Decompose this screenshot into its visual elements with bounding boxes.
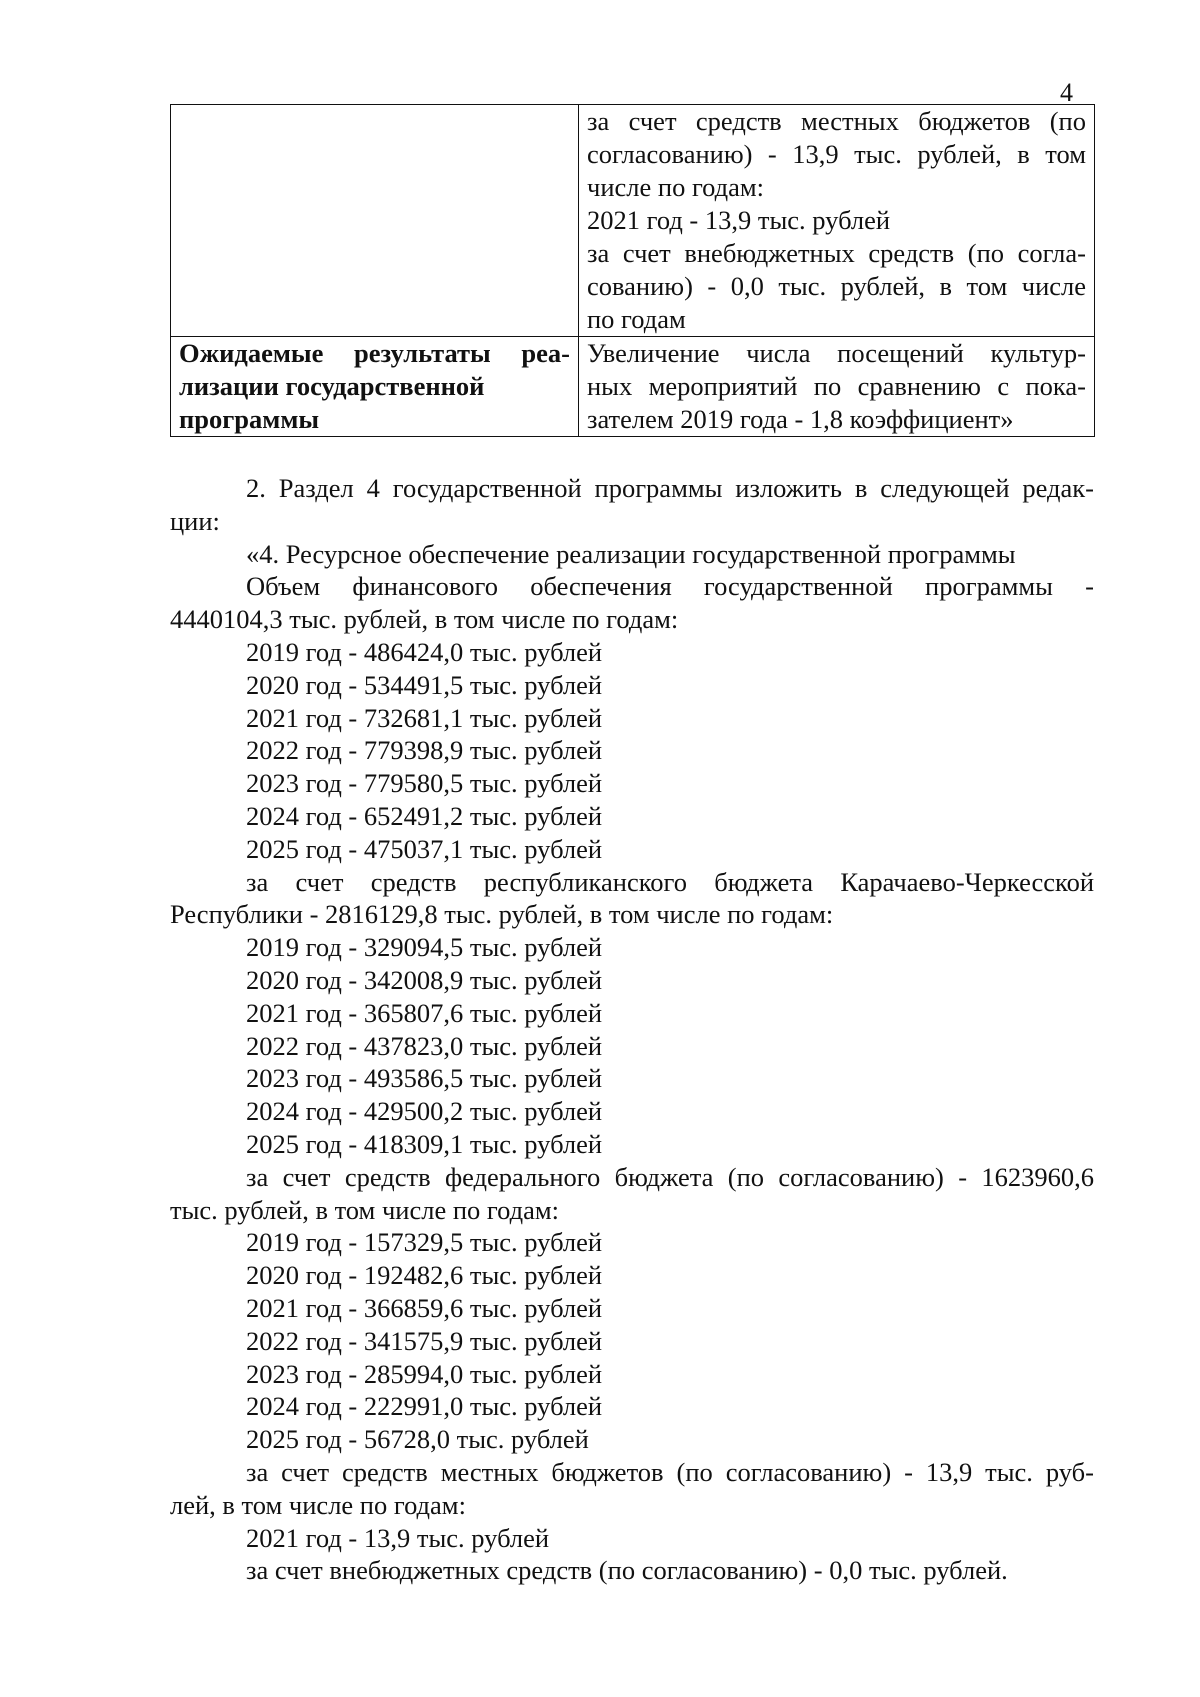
paragraph-line: за счет средств республиканского бюджета Карачаево-Черкесской bbox=[246, 866, 1094, 897]
list-item: 2020 год - 342008,9 тыс. рублей bbox=[246, 964, 603, 995]
list-item: 2023 год - 779580,5 тыс. рублей bbox=[246, 768, 603, 799]
list-item: 2019 год - 157329,5 тыс. рублей bbox=[246, 1227, 603, 1258]
table-cell-expected-results-value bbox=[579, 337, 1095, 437]
list-item: 2025 год - 418309,1 тыс. рублей bbox=[246, 1128, 603, 1159]
paragraph-line: за счет средств местных бюджетов (по согласованию) - 13,9 тыс. руб- bbox=[246, 1456, 1094, 1487]
page-number: 4 bbox=[1060, 78, 1073, 107]
list-item: 2024 год - 429500,2 тыс. рублей bbox=[246, 1096, 603, 1127]
paragraph-line: лей, в том числе по годам: bbox=[170, 1489, 466, 1520]
list-item: 2022 год - 437823,0 тыс. рублей bbox=[246, 1030, 603, 1061]
list-item: 2025 год - 56728,0 тыс. рублей bbox=[246, 1424, 589, 1455]
list-item: 2019 год - 486424,0 тыс. рублей bbox=[246, 636, 603, 667]
paragraph-line: ции: bbox=[170, 505, 220, 536]
cell-line: лизации государственной bbox=[179, 371, 485, 401]
program-passport-table bbox=[170, 104, 1095, 437]
paragraph-line: 4440104,3 тыс. рублей, в том числе по годам: bbox=[170, 604, 679, 635]
list-item: 2024 год - 222991,0 тыс. рублей bbox=[246, 1391, 603, 1422]
cell-line: за счет внебюджетных средств (по согла- bbox=[587, 238, 1086, 268]
cell-line: Ожидаемые результаты реа- bbox=[179, 338, 570, 368]
list-item: 2020 год - 192482,6 тыс. рублей bbox=[246, 1260, 603, 1291]
paragraph-line: Объем финансового обеспечения государственной программы - bbox=[246, 571, 1094, 602]
list-item: 2025 год - 475037,1 тыс. рублей bbox=[246, 833, 603, 864]
paragraph-line: 2. Раздел 4 государственной программы изложить в следующей редак- bbox=[246, 473, 1094, 503]
list-item: 2022 год - 779398,9 тыс. рублей bbox=[246, 735, 603, 766]
table-row bbox=[171, 337, 1095, 437]
cell-line: согласованию) - 13,9 тыс. рублей, в том bbox=[587, 139, 1086, 169]
paragraph-line: тыс. рублей, в том числе по годам: bbox=[170, 1194, 559, 1225]
list-item: 2019 год - 329094,5 тыс. рублей bbox=[246, 932, 603, 963]
table-cell-local-budget bbox=[579, 105, 1095, 337]
cell-line: зателем 2019 года - 1,8 коэффициент» bbox=[587, 404, 1014, 434]
cell-line: 2021 год - 13,9 тыс. рублей bbox=[587, 205, 891, 235]
list-item: 2024 год - 652491,2 тыс. рублей bbox=[246, 800, 603, 831]
paragraph-line: Республики - 2816129,8 тыс. рублей, в том числе по годам: bbox=[170, 899, 834, 930]
cell-line: за счет средств местных бюджетов (по bbox=[587, 106, 1086, 136]
table-row bbox=[171, 105, 1095, 337]
paragraph-line: за счет внебюджетных средств (по согласованию) - 0,0 тыс. рублей. bbox=[246, 1555, 1008, 1586]
cell-line: ных мероприятий по сравнению с пока- bbox=[587, 371, 1086, 401]
list-item: 2021 год - 366859,6 тыс. рублей bbox=[246, 1292, 603, 1323]
list-item: 2021 год - 732681,1 тыс. рублей bbox=[246, 702, 603, 733]
section-title: «4. Ресурсное обеспечение реализации государственной программы bbox=[246, 538, 1016, 569]
table-cell-empty bbox=[171, 105, 579, 337]
cell-line: числе по годам: bbox=[587, 172, 765, 202]
cell-line: программы bbox=[179, 404, 320, 434]
list-item: 2023 год - 285994,0 тыс. рублей bbox=[246, 1358, 603, 1389]
document-body bbox=[170, 472, 1094, 1587]
list-item: 2020 год - 534491,5 тыс. рублей bbox=[246, 669, 603, 700]
list-item: 2021 год - 365807,6 тыс. рублей bbox=[246, 997, 603, 1028]
paragraph-line: за счет средств федерального бюджета (по согласованию) - 1623960,6 bbox=[246, 1161, 1094, 1192]
cell-line: Увеличение числа посещений культур- bbox=[587, 338, 1086, 368]
table-cell-expected-results-label bbox=[171, 337, 579, 437]
list-item: 2023 год - 493586,5 тыс. рублей bbox=[246, 1063, 603, 1094]
list-item: 2022 год - 341575,9 тыс. рублей bbox=[246, 1325, 603, 1356]
cell-line: по годам bbox=[587, 304, 686, 334]
cell-line: сованию) - 0,0 тыс. рублей, в том числе bbox=[587, 271, 1086, 301]
list-item: 2021 год - 13,9 тыс. рублей bbox=[246, 1522, 550, 1553]
